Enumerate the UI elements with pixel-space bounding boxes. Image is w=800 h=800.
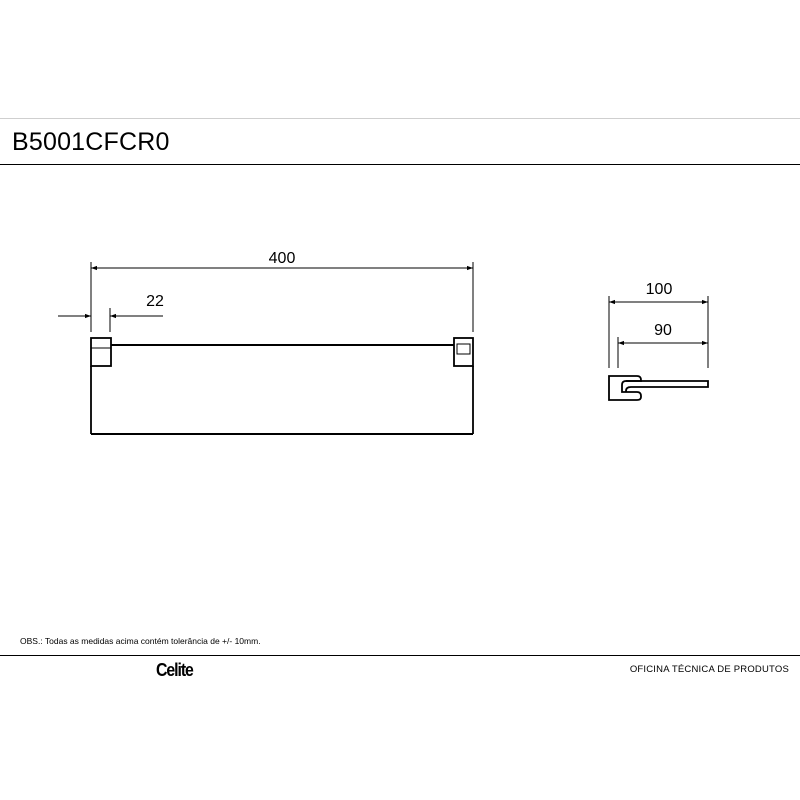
side-shelf-profile (626, 381, 708, 392)
office-label: OFICINA TÉCNICA DE PRODUTOS (629, 664, 789, 675)
tolerance-note: OBS.: Todas as medidas acima contém tolerância de +/- 10mm. (20, 636, 261, 646)
side-view (609, 296, 708, 400)
front-view (58, 262, 473, 434)
side-bracket-profile (609, 376, 641, 400)
brand-logo: Celite (156, 660, 193, 680)
dimension-label-offset: 22 (146, 293, 164, 310)
left-bracket (91, 338, 111, 366)
product-code-title: B5001CFCR0 (12, 128, 170, 156)
dimension-label-shelf-depth: 90 (654, 322, 672, 339)
dimension-label-overall-width: 400 (268, 250, 296, 267)
right-bracket-detail (457, 344, 470, 354)
footer-divider-line (0, 655, 800, 656)
dimension-label-overall-depth: 100 (645, 281, 673, 298)
